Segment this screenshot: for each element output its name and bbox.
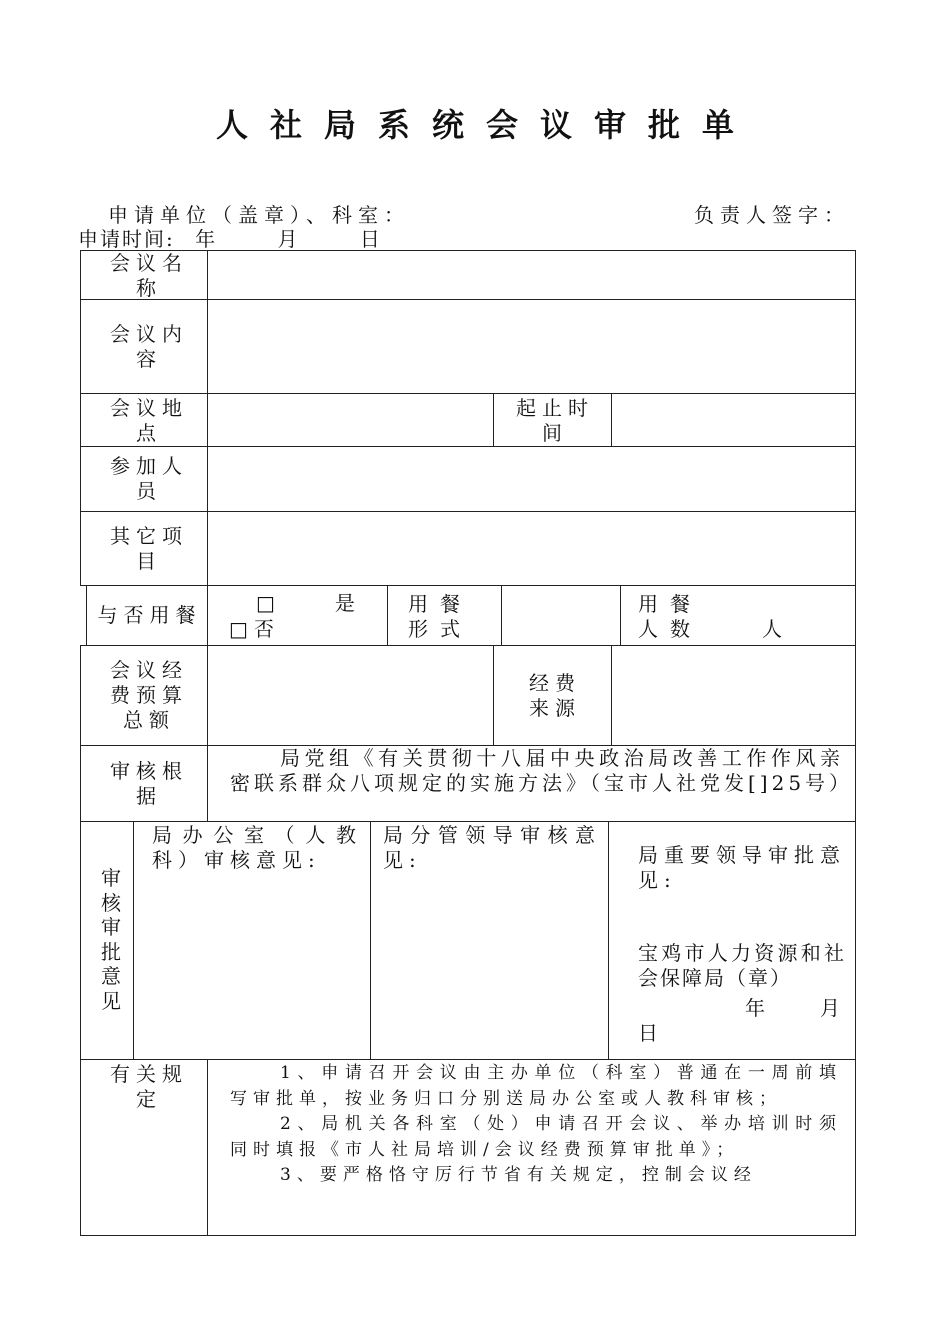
dining-count-unit: 人	[762, 617, 788, 641]
start-end-time-field[interactable]	[612, 394, 855, 446]
grid-line	[80, 250, 81, 585]
other-items-field[interactable]	[208, 512, 855, 585]
leader-opinion-label: 局分管领导审核意见:	[383, 823, 601, 872]
approval-label: 审核审批意见	[101, 866, 121, 1013]
grid-line	[80, 821, 856, 822]
meeting-name-label: 会议名称	[110, 251, 188, 300]
leader-opinion-field[interactable]	[371, 885, 608, 1059]
funding-source-field[interactable]	[612, 646, 855, 745]
budget-field[interactable]	[208, 646, 493, 745]
dining-form-label: 用餐形式	[408, 592, 472, 641]
basis-label: 审核根据	[110, 759, 188, 808]
attendees-field[interactable]	[208, 447, 855, 511]
day-label: 日	[359, 227, 382, 251]
meeting-name-field[interactable]	[208, 251, 855, 299]
application-time	[78, 223, 382, 252]
form-title: 人社局系统会议审批单	[215, 106, 756, 144]
year-label: 年	[195, 227, 218, 251]
grid-line	[207, 1059, 208, 1235]
funding-source-label: 经费来源	[529, 671, 581, 720]
meeting-content-label: 会议内容	[110, 322, 188, 371]
rules-label: 有关规定	[110, 1062, 188, 1111]
grid-line	[80, 645, 81, 1235]
meeting-content-field[interactable]	[208, 300, 855, 393]
rule-item: 2、局机关各科室（处）申请召开会议、举办培训时须同时填报《市人社局培训/会议经费预算审批单》；	[230, 1114, 842, 1160]
basis-text: 局党组《有关贯彻十八届中央政治局改善工作作风亲密联系群众八项规定的实施方法》（宝市人社党发[]25号）	[230, 746, 854, 795]
start-end-time-label: 起止时间	[516, 396, 594, 445]
rules-text	[230, 1061, 842, 1234]
dining-no-option[interactable]: □否	[229, 616, 280, 641]
bureau-stamp-label: 宝鸡市人力资源和社会保障局（章）	[638, 941, 846, 990]
chief-opinion-label: 局重要领导审批意见:	[638, 843, 846, 892]
grid-line	[608, 821, 609, 1059]
stamp-year: 年	[745, 996, 765, 1020]
grid-line	[493, 393, 494, 446]
dining-yes-option[interactable]: □ 是	[256, 590, 355, 615]
dining-count-label: 用餐人数	[638, 592, 702, 641]
meeting-place-label: 会议地点	[110, 396, 188, 445]
rule-item: 1、申请召开会议由主办单位（科室）普通在一周前填写审批单，按业务归口分别送局办公室或人教科审核；	[230, 1063, 842, 1109]
office-opinion-field[interactable]	[134, 885, 370, 1059]
grid-line	[620, 585, 621, 645]
grid-line	[80, 1235, 856, 1236]
applicant-unit-label: 申请单位（盖章）、科室：	[108, 203, 410, 227]
dining-form-field[interactable]	[502, 586, 620, 645]
grid-line	[855, 250, 856, 1235]
grid-line	[493, 645, 494, 745]
dining-label: 与否用餐	[97, 603, 202, 627]
stamp-day: 日	[638, 1021, 658, 1045]
month-label: 月	[277, 227, 300, 251]
meeting-place-field[interactable]	[208, 394, 493, 446]
grid-line	[80, 1059, 856, 1060]
office-opinion-label: 局办公室（人教科）审核意见:	[152, 823, 362, 872]
budget-label: 会议经费预算总额	[110, 658, 188, 732]
grid-line	[387, 585, 388, 645]
stamp-month: 月	[820, 996, 840, 1020]
grid-line	[86, 585, 87, 645]
rule-item: 3、要严格恪守厉行节省有关规定，控制会议经	[280, 1165, 757, 1185]
signer-label: 负责人签字：	[694, 203, 850, 227]
other-items-label: 其它项目	[110, 524, 188, 573]
attendees-label: 参加人员	[110, 454, 188, 503]
application-time-label: 申请时间:	[78, 227, 175, 251]
